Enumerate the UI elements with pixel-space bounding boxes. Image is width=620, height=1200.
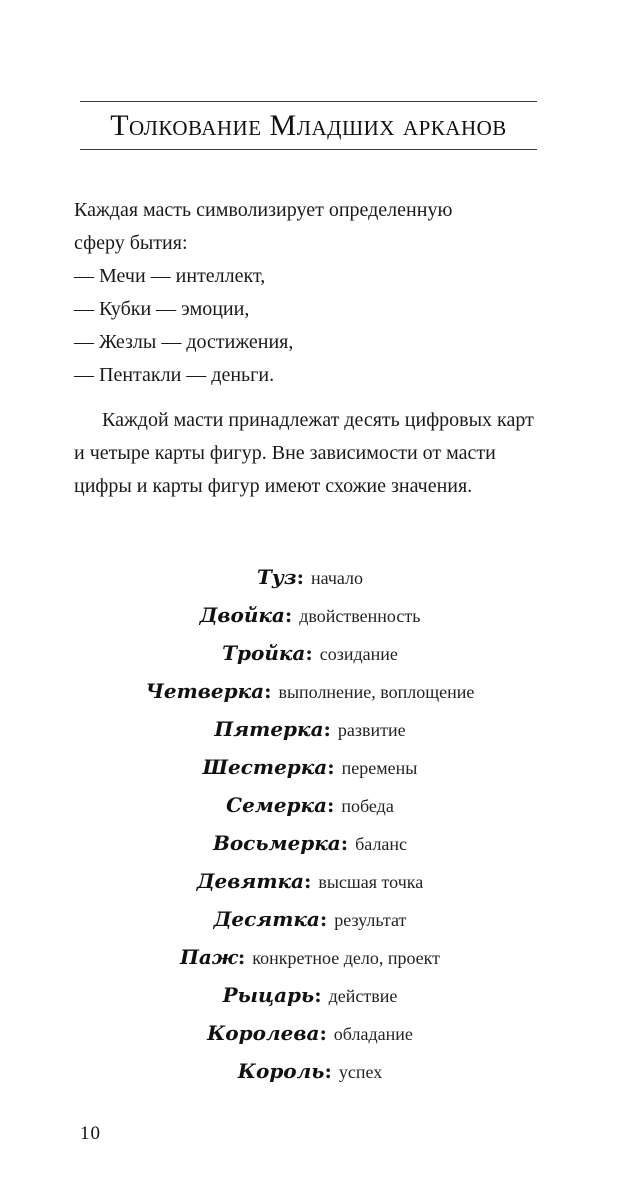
card-name: Королева — [207, 1021, 320, 1045]
intro-line-2: сферу бытия: — [74, 232, 188, 254]
header-rule-bottom — [80, 149, 537, 150]
card-meaning: перемены — [341, 758, 418, 778]
card-item-two: Двойка: двойственность — [199, 603, 421, 627]
suit-item-pentacles: — Пентакли — деньги. — [74, 364, 275, 386]
card-name: Рыцарь — [222, 983, 315, 1007]
card-meaning: выполнение, воплощение — [278, 682, 475, 702]
suit-list — [74, 260, 554, 392]
card-item-queen: Королева: обладание — [207, 1021, 413, 1045]
card-item-ten: Десятка: результат — [213, 907, 407, 931]
card-item-seven: Семерка: победа — [226, 793, 394, 817]
page-title: Толкование Младших арканов — [110, 109, 507, 142]
card-meaning: созидание — [319, 644, 398, 664]
card-item-king: Король: успех — [237, 1059, 383, 1083]
card-meaning: успех — [338, 1062, 383, 1082]
card-meaning: начало — [310, 568, 364, 588]
card-meaning: высшая точка — [318, 872, 424, 892]
card-name: Тройка — [222, 641, 306, 665]
card-name: Девятка — [196, 869, 304, 893]
card-meanings-list — [0, 558, 620, 1090]
card-meaning: двойственность — [299, 606, 421, 626]
card-name: Король — [237, 1059, 325, 1083]
card-name: Семерка — [226, 793, 328, 817]
card-item-four: Четверка: выполнение, воплощение — [145, 679, 475, 703]
card-item-knight: Рыцарь: действие — [222, 983, 398, 1007]
card-name: Пятерка — [214, 717, 324, 741]
card-name: Паж — [179, 945, 238, 969]
card-item-nine: Девятка: высшая точка — [196, 869, 424, 893]
intro-section — [74, 194, 554, 392]
card-meaning: результат — [334, 910, 407, 930]
card-item-five: Пятерка: развитие — [214, 717, 406, 741]
card-item-six: Шестерка: перемены — [202, 755, 418, 779]
card-name: Туз — [256, 565, 297, 589]
card-meaning: баланс — [355, 834, 408, 854]
card-item-three: Тройка: созидание — [222, 641, 398, 665]
card-meaning: победа — [341, 796, 394, 816]
card-meaning: обладание — [333, 1024, 413, 1044]
suit-item-cups: — Кубки — эмоции, — [74, 298, 250, 320]
card-meaning: развитие — [337, 720, 406, 740]
card-item-ace: Туз: начало — [256, 565, 364, 589]
card-meaning: действие — [328, 986, 398, 1006]
suit-item-swords: — Мечи — интеллект, — [74, 265, 266, 287]
card-name: Восьмерка — [212, 831, 341, 855]
card-meaning: конкретное дело, проект — [252, 948, 441, 968]
intro-line-1: Каждая масть символизирует определенную — [74, 199, 453, 221]
page-number: 10 — [80, 1123, 101, 1144]
card-name: Шестерка — [202, 755, 328, 779]
body-paragraph: Каждой масти принадлежат десять цифровых карт и четыре карты фигур. Вне зависимости от масти цифры и карты фигур имеют схожие значения. — [74, 409, 534, 497]
card-item-page: Паж: конкретное дело, проект — [179, 945, 441, 969]
card-name: Двойка — [199, 603, 285, 627]
card-name: Четверка — [145, 679, 265, 703]
card-item-eight: Восьмерка: баланс — [212, 831, 408, 855]
suit-item-wands: — Жезлы — достижения, — [74, 331, 294, 353]
card-name: Десятка — [213, 907, 320, 931]
header-rule-top — [80, 101, 537, 102]
